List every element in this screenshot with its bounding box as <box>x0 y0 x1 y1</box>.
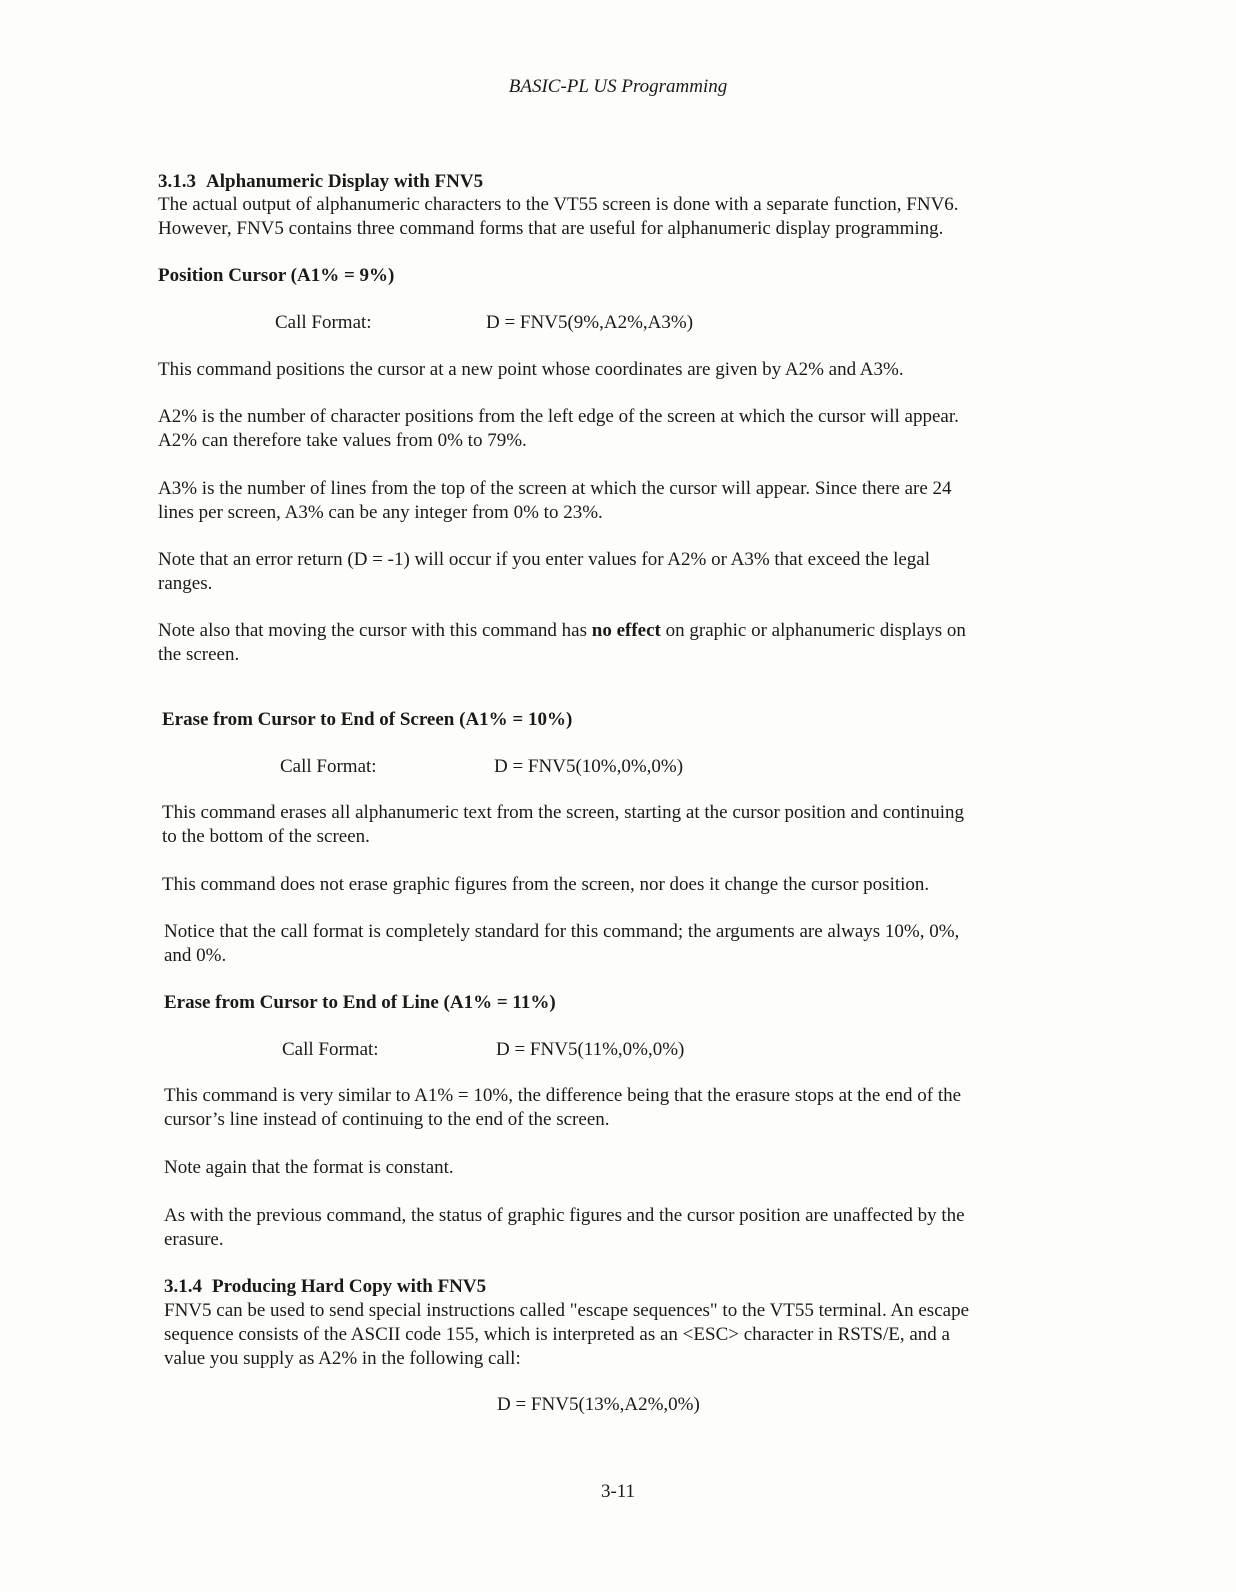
text-line: erasure. <box>164 1229 224 1250</box>
call-format-row <box>282 1038 882 1062</box>
paragraph: This command does not erase graphic figures from the screen, nor does it change the cursor position. <box>162 874 930 895</box>
paragraph <box>164 1084 1086 1132</box>
call-format-code: D = FNV5(9%,A2%,A3%) <box>486 312 694 333</box>
text-line: A2% is the number of character positions from the left edge of the screen at which the cursor will appear. <box>158 406 959 427</box>
text-line: This command erases all alphanumeric text from the screen, starting at the cursor position and continuing <box>162 802 964 823</box>
subheading-erase-line: Erase from Cursor to End of Line (A1% = 11%) <box>164 992 556 1013</box>
text-line: cursor’s line instead of continuing to the end of the screen. <box>164 1109 610 1130</box>
text-line: A3% is the number of lines from the top of the screen at which the cursor will appear. Since there are 24 <box>158 478 952 499</box>
call-format-row <box>497 1393 897 1417</box>
running-header: BASIC-PL US Programming <box>508 76 728 97</box>
text-line: Note that an error return (D = -1) will occur if you enter values for A2% or A3% that exceed the legal <box>158 549 931 570</box>
text-line: The actual output of alphanumeric characters to the VT55 screen is done with a separate function, FNV6. <box>158 194 959 215</box>
text-line: and 0%. <box>164 945 227 966</box>
text-line: lines per screen, A3% can be any integer from 0% to 23%. <box>158 502 603 523</box>
text-line <box>158 619 1078 643</box>
call-format-code: D = FNV5(13%,A2%,0%) <box>497 1394 700 1415</box>
subheading-erase-screen: Erase from Cursor to End of Screen (A1% = 10%) <box>162 709 573 730</box>
section-title: Alphanumeric Display with FNV5 <box>206 171 484 192</box>
section-number: 3.1.4 <box>164 1276 202 1297</box>
section-number: 3.1.3 <box>158 171 196 192</box>
text-line: Notice that the call format is completely standard for this command; the arguments are always 10%, 0%, <box>164 921 960 942</box>
call-format-code: D = FNV5(11%,0%,0%) <box>496 1039 685 1060</box>
text-line: FNV5 can be used to send special instructions called "escape sequences" to the VT55 terminal. An escape <box>164 1300 970 1321</box>
call-format-label: Call Format: <box>275 312 372 333</box>
call-format-row <box>280 755 880 779</box>
paragraph: This command positions the cursor at a new point whose coordinates are given by A2% and A3%. <box>158 359 904 380</box>
paragraph <box>158 405 1078 453</box>
call-format-label: Call Format: <box>280 756 377 777</box>
call-format-row <box>275 311 875 335</box>
text-line: A2% can therefore take values from 0% to 79%. <box>158 430 527 451</box>
text-line: This command is very similar to A1% = 10%, the difference being that the erasure stops at the end of the <box>164 1085 962 1106</box>
emphasis-text: no effect <box>591 620 661 641</box>
text-line: the screen. <box>158 644 240 665</box>
paragraph <box>158 619 1078 667</box>
text-run: Note also that moving the cursor with this command has <box>158 620 592 641</box>
text-line: value you supply as A2% in the following call: <box>164 1348 521 1369</box>
text-line: to the bottom of the screen. <box>162 826 370 847</box>
text-line: As with the previous command, the status of graphic figures and the cursor position are unaffected by the <box>164 1205 965 1226</box>
text-line: sequence consists of the ASCII code 155, which is interpreted as an <ESC> character in RSTS/E, and a <box>164 1324 950 1345</box>
paragraph <box>158 548 1078 596</box>
paragraph <box>162 801 1084 849</box>
text-line: ranges. <box>158 573 213 594</box>
call-format-label: Call Format: <box>282 1039 379 1060</box>
paragraph <box>158 477 1078 525</box>
paragraph <box>164 1299 1086 1371</box>
section-intro <box>158 193 1078 241</box>
text-line: However, FNV5 contains three command forms that are useful for alphanumeric display programming. <box>158 218 944 239</box>
page-number: 3-11 <box>600 1481 636 1502</box>
text-run: on graphic or alphanumeric displays on <box>660 620 966 641</box>
section-title: Producing Hard Copy with FNV5 <box>212 1276 487 1297</box>
section-heading-3-1-3 <box>158 170 483 194</box>
paragraph <box>164 920 1084 968</box>
paragraph <box>164 1204 1086 1252</box>
section-heading-3-1-4 <box>164 1275 486 1299</box>
call-format-code: D = FNV5(10%,0%,0%) <box>494 756 684 777</box>
subheading-position-cursor: Position Cursor (A1% = 9%) <box>158 265 395 286</box>
paragraph: Note again that the format is constant. <box>164 1157 454 1178</box>
